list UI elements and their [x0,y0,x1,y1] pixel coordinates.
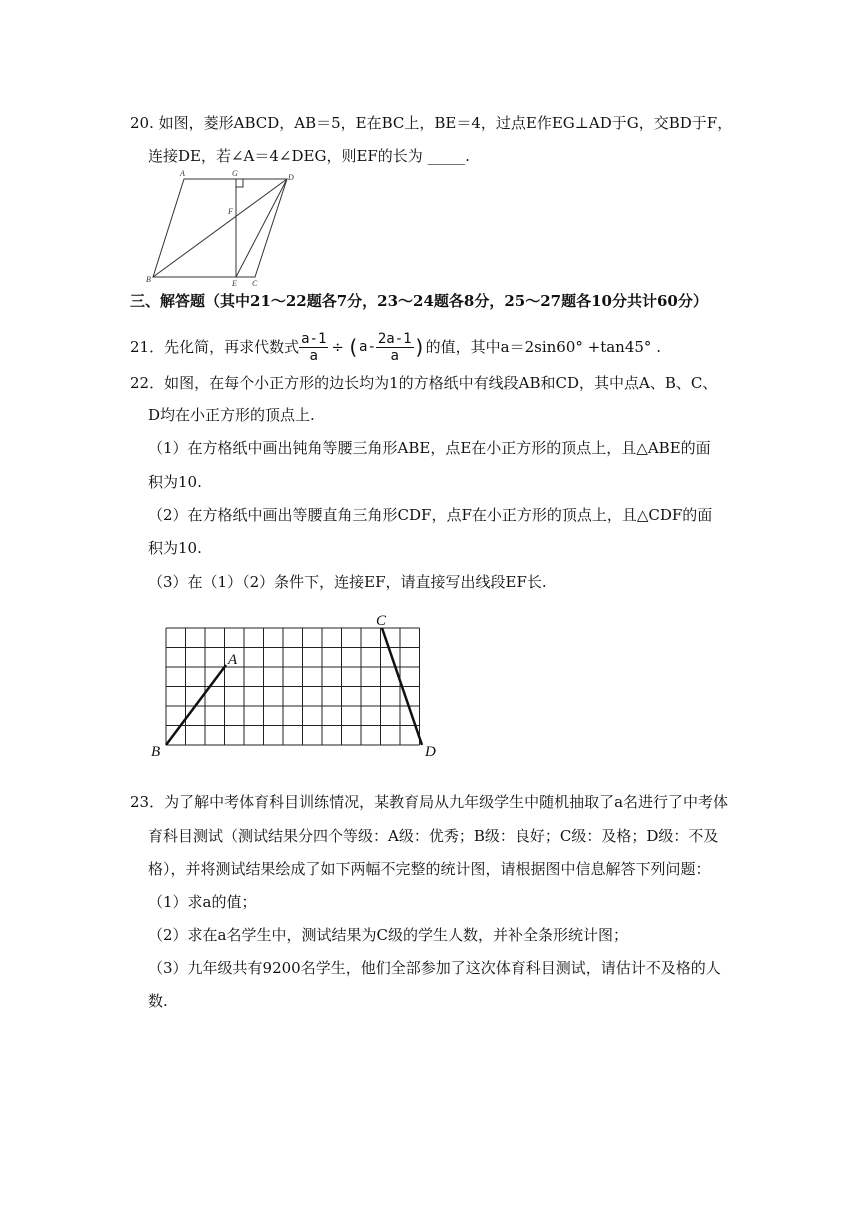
fig20-label-f: F [228,207,233,216]
fig20-label-b: B [146,275,151,284]
q22-part2-line2: 积为10. [148,539,202,557]
a-minus: a- [359,339,376,355]
paren-close: ) [413,335,426,359]
segment-ab [166,665,226,745]
fig20-label-g: G [232,169,238,178]
grid-label-a: A [228,652,238,668]
fig20-label-c: C [252,279,258,288]
q23-part2: （2）求在a名学生中，测试结果为C级的学生人数，并补全条形统计图； [148,926,628,944]
section-3-title: 三、解答题（其中21～22题各7分，23～24题各8分，25～27题各10分共计60分） [130,292,708,310]
q22-part1-line1: （1）在方格纸中画出钝角等腰三角形ABE，点E在小正方形的顶点上，且△ABE的面 [148,439,711,457]
divide-sign: ÷ [331,338,344,356]
q20-text-line1: 20. 如图，菱形ABCD，AB＝5，E在BC上，BE＝4，过点E作EG⊥AD于G，交BD于F， [130,114,733,132]
q22-part1-line2: 积为10. [148,473,202,491]
grid-label-c: C [376,613,387,629]
paren-open: ( [346,335,360,359]
fig20-label-d: D [288,173,294,182]
grid-label-b: B [151,744,161,760]
q22-part2-line1: （2）在方格纸中画出等腰直角三角形CDF，点F在小正方形的顶点上，且△CDF的面 [148,506,713,524]
fraction-1-numerator: a-1 [301,330,327,347]
q23-text-line1: 23．为了解中考体育科目训练情况，某教育局从九年级学生中随机抽取了a名进行了中考体 [130,793,729,811]
fraction-1-denominator: a [309,347,318,364]
q23-text-line3: 格），并将测试结果绘成了如下两幅不完整的统计图，请根据图中信息解答下列问题： [148,860,711,878]
q21-prefix: 21．先化简，再求代数式 [130,338,300,356]
q21-suffix: 的值，其中a＝2sin60° +tan45° . [425,338,661,356]
fraction-2-denominator: a [390,347,399,364]
q23-text-line2: 育科目测试（测试结果分四个等级：A级：优秀；B级：良好；C级：及格；D级：不及 [148,827,719,845]
q22-text-line2: D均在小正方形的顶点上. [148,406,315,424]
fraction-2-numerator: 2a-1 [377,330,412,347]
q20-text-line2: 连接DE，若∠A＝4∠DEG，则EF的长为 _____. [148,147,470,165]
q23-part3-line2: 数. [148,992,168,1010]
q22-text-line1: 22．如图，在每个小正方形的边长均为1的方格纸中有线段AB和CD，其中点A、B、C、 [130,374,718,392]
fig20-label-a: A [180,169,185,178]
grid-label-d: D [425,744,436,760]
q23-part1: （1）求a的值； [148,893,257,911]
q23-part3-line1: （3）九年级共有9200名学生，他们全部参加了这次体育科目测试，请估计不及格的人 [148,959,721,977]
q22-part3: （3）在（1）（2）条件下，连接EF，请直接写出线段EF长. [148,573,547,591]
fig20-label-e: E [232,279,237,288]
